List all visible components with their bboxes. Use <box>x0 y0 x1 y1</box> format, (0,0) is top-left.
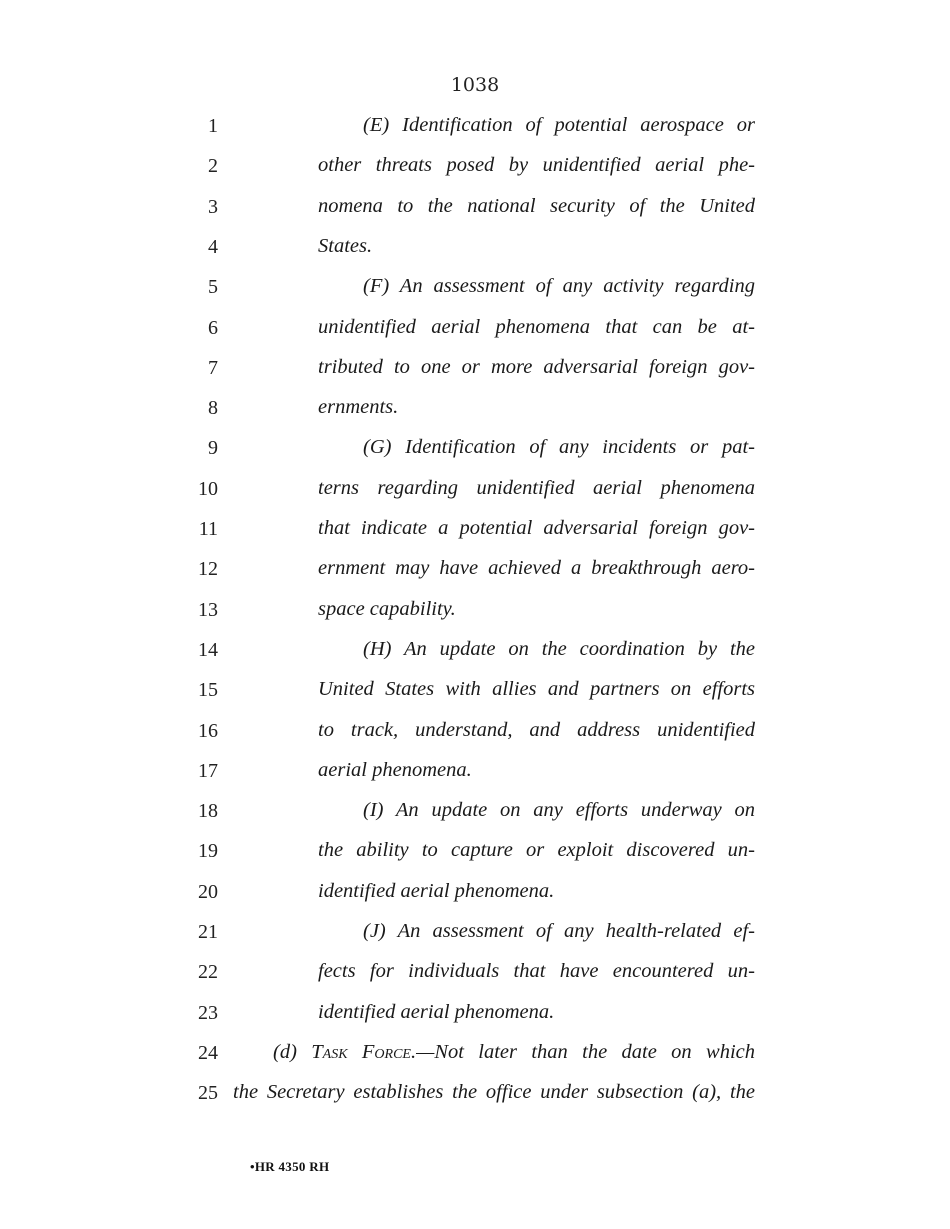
bill-line-8 <box>0 389 950 429</box>
line-number: 24 <box>198 1042 218 1064</box>
bill-line-11 <box>0 510 950 550</box>
line-text: unidentified aerial phenomena that can be at- <box>318 315 755 338</box>
bill-line-1 <box>0 107 950 147</box>
bill-line-17 <box>0 752 950 792</box>
line-number: 17 <box>198 759 218 782</box>
bill-line-6 <box>0 309 950 349</box>
line-text: that indicate a potential adversarial foreign gov- <box>318 517 755 539</box>
line-text: United States with allies and partners on efforts <box>318 678 755 701</box>
line-number: 20 <box>198 880 218 903</box>
line-text: the ability to capture or exploit discovered un- <box>318 839 755 862</box>
line-number: 12 <box>198 558 218 581</box>
page-number: 1038 <box>450 74 500 96</box>
line-number: 1 <box>208 115 218 137</box>
line-number: 3 <box>208 195 218 218</box>
line-number: 25 <box>198 1082 218 1104</box>
bill-line-15 <box>0 671 950 711</box>
bill-line-7 <box>0 349 950 389</box>
line-number: 2 <box>208 155 218 178</box>
bill-line-23 <box>0 994 950 1034</box>
line-text: space capability. <box>318 597 456 620</box>
line-number: 18 <box>198 800 218 823</box>
bill-line-2 <box>0 147 950 187</box>
bill-line-10 <box>0 470 950 510</box>
line-number: 6 <box>208 316 218 339</box>
line-text: fects for individuals that have encountered un- <box>318 960 755 983</box>
bill-line-19 <box>0 832 950 872</box>
line-text: aerial phenomena. <box>318 758 472 781</box>
line-text: (E) Identification of potential aerospace or <box>363 114 755 136</box>
bill-line-24 <box>0 1034 950 1074</box>
bill-line-3 <box>0 188 950 228</box>
line-text <box>273 1041 755 1064</box>
line-number: 22 <box>198 961 218 984</box>
line-text: (F) An assessment of any activity regarding <box>363 275 755 298</box>
line-text: identified aerial phenomena. <box>318 879 555 902</box>
line-number: 5 <box>208 276 218 299</box>
line-text: identified aerial phenomena. <box>318 1000 555 1023</box>
line-text: States. <box>318 234 373 257</box>
line-number: 15 <box>198 679 218 702</box>
subsection-heading: Task Force. <box>311 1041 417 1063</box>
subsection-label: (d) <box>273 1041 312 1063</box>
line-text: (J) An assessment of any health-related ef- <box>363 920 755 942</box>
line-text: the Secretary establishes the office under subsection (a), the <box>233 1081 755 1103</box>
bill-line-13 <box>0 591 950 631</box>
line-number: 11 <box>198 518 218 540</box>
bill-line-5 <box>0 268 950 308</box>
bill-line-16 <box>0 712 950 752</box>
bill-line-20 <box>0 873 950 913</box>
line-text: terns regarding unidentified aerial phenomena <box>318 476 755 499</box>
line-text: (G) Identification of any incidents or pat- <box>363 436 755 459</box>
line-text: (H) An update on the coordination by the <box>363 637 755 660</box>
line-text: other threats posed by unidentified aerial phe- <box>318 154 755 177</box>
bill-line-22 <box>0 953 950 993</box>
line-text: nomena to the national security of the United <box>318 194 755 217</box>
bill-line-12 <box>0 550 950 590</box>
line-number: 10 <box>198 477 218 500</box>
line-text: ernments. <box>318 396 399 419</box>
subsection-text: —Not later than the date on which <box>416 1041 755 1063</box>
line-number: 7 <box>208 356 218 379</box>
bill-line-4 <box>0 228 950 268</box>
line-number: 14 <box>198 638 218 661</box>
line-number: 23 <box>198 1001 218 1024</box>
line-number: 16 <box>198 719 218 742</box>
line-number: 9 <box>208 437 218 460</box>
bill-line-14 <box>0 631 950 671</box>
bill-identifier-footer: •HR 4350 RH <box>250 1159 330 1174</box>
bill-line-21 <box>0 913 950 953</box>
line-number: 13 <box>198 598 218 621</box>
bill-line-9 <box>0 429 950 469</box>
line-number: 21 <box>198 921 218 943</box>
line-number: 8 <box>208 397 218 420</box>
bill-line-18 <box>0 792 950 832</box>
line-text: (I) An update on any efforts underway on <box>363 799 755 822</box>
line-number: 19 <box>198 840 218 863</box>
line-text: tributed to one or more adversarial foreign gov- <box>318 355 755 378</box>
bill-line-25 <box>0 1074 950 1114</box>
line-text: ernment may have achieved a breakthrough aero- <box>318 557 755 580</box>
line-text: to track, understand, and address unidentified <box>318 718 755 741</box>
line-number: 4 <box>208 235 218 258</box>
